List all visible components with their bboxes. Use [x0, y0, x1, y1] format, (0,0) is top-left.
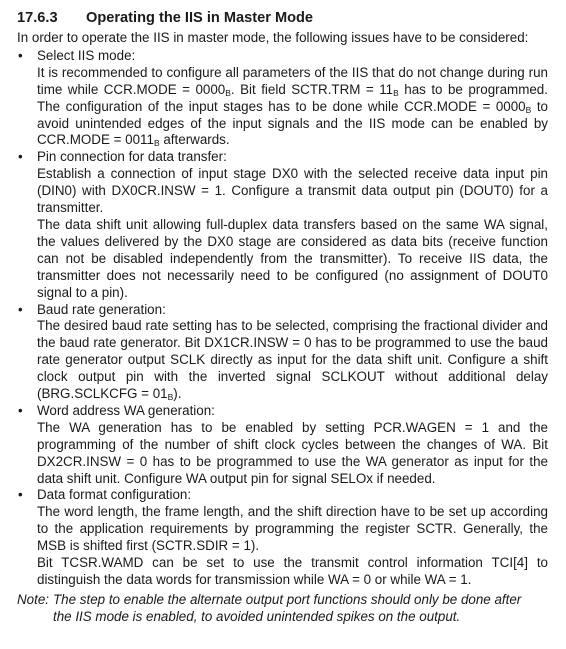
- bullet: •: [18, 487, 23, 503]
- note-line-1: The step to enable the alternate output port functions should only be done after: [53, 591, 522, 607]
- subscript-b: B: [525, 104, 532, 115]
- item-title: Select IIS mode:: [37, 47, 136, 63]
- bullet: •: [18, 402, 23, 418]
- item-description: Establish a connection of input stage DX0 with the selected receive data input pin (DIN0) with DX0CR.INSW = 1. Configure a transmit data output pin (DOUT0) for a transmitter.: [37, 166, 548, 216]
- subscript-b: B: [167, 392, 174, 403]
- bullet: •: [18, 47, 23, 63]
- item-title: Baud rate generation:: [37, 301, 166, 317]
- item-description: It is recommended to configure all parameters of the IIS that do not change during run time while CCR.MODE = $0000_B$. Bit field SCTR.TRM = $11_B$ has to be programmed. The configuration of the input stages has to be done while CCR.MODE = $0000_B$ to avoid unintended edges of the input signals and the IIS mode can be enabled by CCR.MODE = $0011_B$ afterwards.: [37, 64, 548, 149]
- subscript-b: B: [393, 87, 399, 98]
- list-item-select-iis-mode: [17, 48, 548, 149]
- item-description: The data shift unit allowing full-duplex data transfers based on the same WA signal, the values delivered by the DX0 stage are considered as data bits (receive function can not be disabled independently from the transmitter). To receive IIS data, the transmitter does not necessarily need to be configured (no assignment of DOUT0 signal to a pin).: [37, 216, 548, 300]
- section-title: Operating the IIS in Master Mode: [86, 10, 314, 26]
- item-title: Data format configuration:: [37, 487, 192, 503]
- note: [17, 592, 548, 626]
- note-text: [53, 592, 548, 626]
- list-item-pin-connection: [17, 149, 548, 301]
- list-item-baud-rate: [17, 302, 548, 403]
- item-description: The word length, the frame length, and the shift direction have to be set up according to the application requirements by programming the register SCTR. Generally, the MSB is shifted first (SCTR.SDIR = 1).: [37, 504, 548, 554]
- issue-list: [17, 48, 548, 589]
- section-heading: [17, 9, 548, 27]
- item-title: Pin connection for data transfer:: [37, 149, 227, 165]
- list-item-data-format: [17, 487, 548, 588]
- item-title: Word address WA generation:: [37, 402, 215, 418]
- bullet: •: [18, 301, 23, 317]
- subscript-b: B: [153, 138, 160, 149]
- section-number: 17.6.3: [17, 10, 58, 26]
- item-description: Bit TCSR.WAMD can be set to use the transmit control information TCI[4] to distinguish the data words for transmission while WA = 0 or while WA = 1.: [37, 555, 548, 587]
- subscript-b: B: [225, 87, 231, 98]
- note-line-2: the IIS mode is enabled, to avoided unintended spikes on the output.: [53, 608, 461, 624]
- intro-paragraph: In order to operate the IIS in master mode, the following issues have to be considered:: [17, 30, 529, 45]
- bullet: •: [18, 149, 23, 165]
- item-description: The WA generation has to be enabled by setting PCR.WAGEN = 1 and the programming of the number of shift clock cycles between the changes of WA. Bit DX2CR.INSW = 0 has to be programmed to use the WA generator as input for the data shift unit. Configure WA output pin for signal SELOx if needed.: [37, 419, 548, 486]
- list-item-word-address: [17, 403, 548, 488]
- item-description: The desired baud rate setting has to be selected, comprising the fractional divider and the baud rate generator. Bit DX1CR.INSW = 0 has to be programmed to use the baud rate generator output SCLK directly as input for the data shift unit. Configure a shift clock output pin with the inverted signal SCLKOUT without additional delay (BRG.SCLKCFG = $01_B$).: [37, 318, 548, 403]
- note-label: Note:: [17, 591, 50, 607]
